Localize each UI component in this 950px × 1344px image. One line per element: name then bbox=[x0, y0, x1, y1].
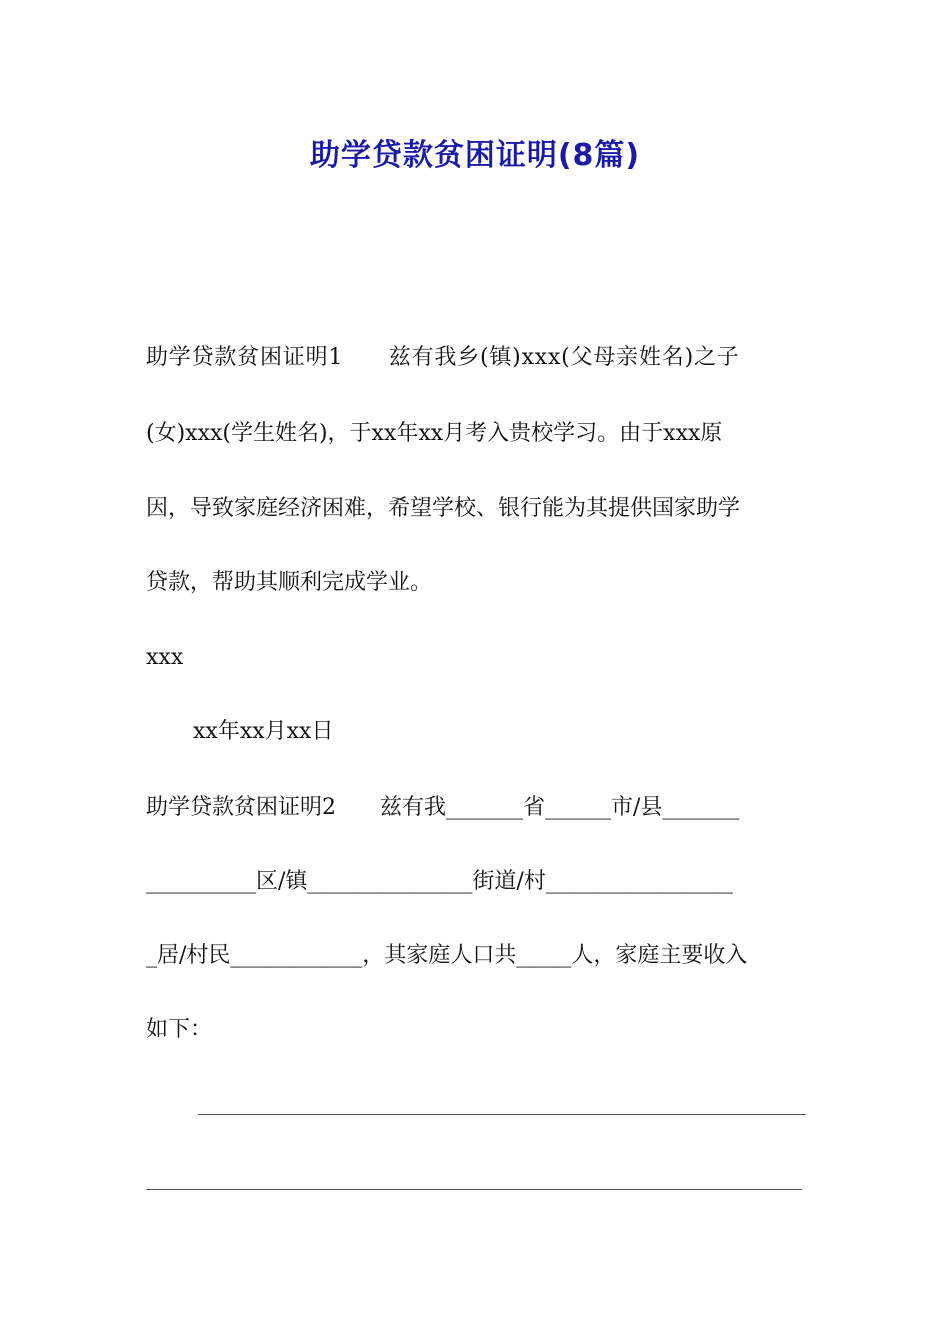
paragraph-line: 因，导致家庭经济困难，希望学校、银行能为其提供国家助学 bbox=[146, 496, 741, 521]
paragraph-line: 如下： bbox=[146, 1017, 213, 1042]
document-title: 助学贷款贫困证明(8篇) bbox=[309, 138, 641, 173]
paragraph-line: _居/村民____________，其家庭人口共_____人，家庭主要收入 bbox=[146, 943, 748, 968]
signature-date: xx年xx月xx日 bbox=[193, 719, 334, 744]
paragraph-line: 助学贷款贫困证明2 兹有我_______省______市/县_______ bbox=[146, 795, 740, 820]
paragraph-line: 助学贷款贫困证明1 兹有我乡(镇)xxx(父母亲姓名)之子 bbox=[146, 345, 740, 370]
signature-name: xxx bbox=[146, 645, 184, 670]
paragraph-line: 贷款，帮助其顺利完成学业。 bbox=[146, 570, 433, 595]
blank-fill-line bbox=[198, 1114, 806, 1115]
paragraph-line: __________区/镇_______________街道/村_________________ bbox=[146, 869, 733, 894]
blank-fill-line bbox=[146, 1189, 802, 1190]
paragraph-line: (女)xxx(学生姓名)，于xx年xx月考入贵校学习。由于xxx原 bbox=[146, 421, 723, 446]
